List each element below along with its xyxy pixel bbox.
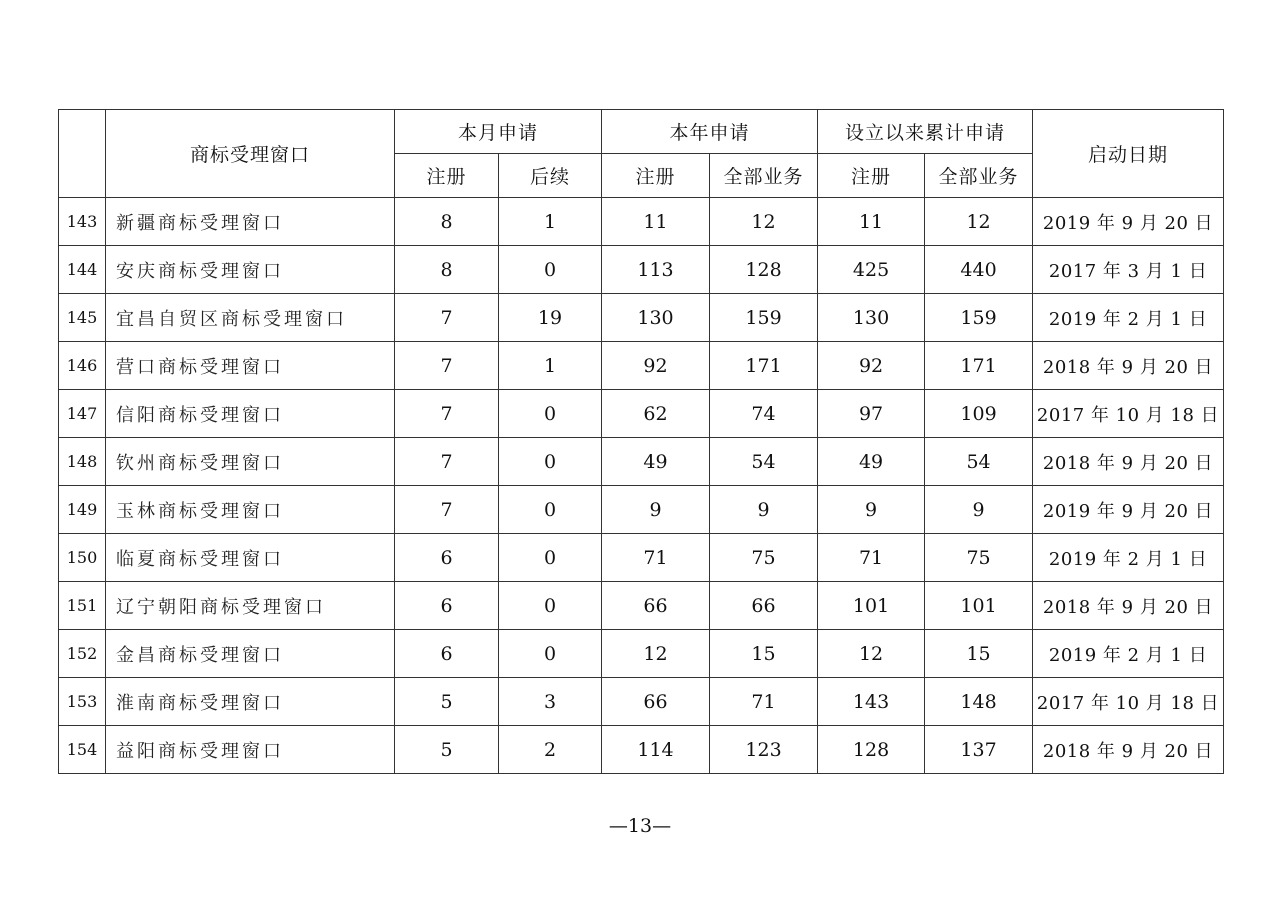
row-month-register: 8 — [395, 198, 499, 246]
row-start-date: 2019 年 2 月 1 日 — [1033, 534, 1224, 582]
row-year-all: 75 — [710, 534, 818, 582]
row-total-all: 137 — [925, 726, 1033, 774]
row-year-register: 66 — [602, 582, 710, 630]
row-window-name: 临夏商标受理窗口 — [106, 534, 395, 582]
row-month-follow: 0 — [499, 486, 602, 534]
row-total-all: 75 — [925, 534, 1033, 582]
row-year-register: 71 — [602, 534, 710, 582]
row-month-follow: 3 — [499, 678, 602, 726]
row-start-date: 2018 年 9 月 20 日 — [1033, 438, 1224, 486]
row-total-all: 440 — [925, 246, 1033, 294]
row-start-date: 2018 年 9 月 20 日 — [1033, 582, 1224, 630]
row-month-register: 7 — [395, 486, 499, 534]
row-month-register: 6 — [395, 630, 499, 678]
row-index: 149 — [59, 486, 106, 534]
row-year-all: 171 — [710, 342, 818, 390]
row-index: 151 — [59, 582, 106, 630]
header-index — [59, 110, 106, 198]
row-start-date: 2018 年 9 月 20 日 — [1033, 726, 1224, 774]
table-row — [59, 294, 1224, 342]
header-year-register: 注册 — [602, 154, 710, 198]
row-month-follow: 0 — [499, 390, 602, 438]
row-index: 144 — [59, 246, 106, 294]
page-number: —13— — [608, 815, 672, 837]
row-year-register: 113 — [602, 246, 710, 294]
row-start-date: 2018 年 9 月 20 日 — [1033, 342, 1224, 390]
row-total-all: 12 — [925, 198, 1033, 246]
row-total-all: 148 — [925, 678, 1033, 726]
row-month-register: 7 — [395, 390, 499, 438]
header-month-register: 注册 — [395, 154, 499, 198]
row-total-register: 92 — [818, 342, 925, 390]
table-body — [59, 198, 1224, 774]
row-total-register: 425 — [818, 246, 925, 294]
row-index: 153 — [59, 678, 106, 726]
row-month-follow: 0 — [499, 534, 602, 582]
row-year-all: 128 — [710, 246, 818, 294]
row-start-date: 2019 年 2 月 1 日 — [1033, 630, 1224, 678]
row-year-all: 159 — [710, 294, 818, 342]
row-total-register: 71 — [818, 534, 925, 582]
header-total-group: 设立以来累计申请 — [818, 110, 1033, 154]
row-start-date: 2019 年 9 月 20 日 — [1033, 198, 1224, 246]
row-total-register: 130 — [818, 294, 925, 342]
row-start-date: 2017 年 10 月 18 日 — [1033, 678, 1224, 726]
row-year-all: 54 — [710, 438, 818, 486]
row-month-follow: 0 — [499, 582, 602, 630]
table-row — [59, 534, 1224, 582]
row-year-register: 66 — [602, 678, 710, 726]
row-year-all: 123 — [710, 726, 818, 774]
row-year-all: 12 — [710, 198, 818, 246]
table-row — [59, 486, 1224, 534]
row-month-follow: 1 — [499, 342, 602, 390]
row-total-register: 9 — [818, 486, 925, 534]
row-start-date: 2019 年 9 月 20 日 — [1033, 486, 1224, 534]
table-header — [59, 110, 1224, 198]
row-month-register: 6 — [395, 582, 499, 630]
row-year-register: 92 — [602, 342, 710, 390]
row-index: 154 — [59, 726, 106, 774]
row-index: 147 — [59, 390, 106, 438]
row-total-all: 159 — [925, 294, 1033, 342]
row-index: 145 — [59, 294, 106, 342]
row-month-follow: 2 — [499, 726, 602, 774]
row-total-all: 101 — [925, 582, 1033, 630]
row-year-register: 11 — [602, 198, 710, 246]
row-year-all: 9 — [710, 486, 818, 534]
row-total-all: 171 — [925, 342, 1033, 390]
header-year-all: 全部业务 — [710, 154, 818, 198]
table-row — [59, 582, 1224, 630]
trademark-window-table — [58, 109, 1224, 774]
row-month-follow: 0 — [499, 630, 602, 678]
row-total-register: 143 — [818, 678, 925, 726]
row-year-register: 62 — [602, 390, 710, 438]
row-window-name: 信阳商标受理窗口 — [106, 390, 395, 438]
row-month-register: 7 — [395, 438, 499, 486]
row-window-name: 宜昌自贸区商标受理窗口 — [106, 294, 395, 342]
row-window-name: 玉林商标受理窗口 — [106, 486, 395, 534]
table-row — [59, 726, 1224, 774]
header-month-group: 本月申请 — [395, 110, 602, 154]
row-month-follow: 1 — [499, 198, 602, 246]
row-year-all: 66 — [710, 582, 818, 630]
header-total-register: 注册 — [818, 154, 925, 198]
row-index: 152 — [59, 630, 106, 678]
row-month-register: 7 — [395, 294, 499, 342]
row-month-follow: 0 — [499, 438, 602, 486]
row-window-name: 益阳商标受理窗口 — [106, 726, 395, 774]
header-start-date: 启动日期 — [1033, 110, 1224, 198]
row-year-register: 130 — [602, 294, 710, 342]
row-month-register: 8 — [395, 246, 499, 294]
row-index: 150 — [59, 534, 106, 582]
row-window-name: 淮南商标受理窗口 — [106, 678, 395, 726]
row-total-all: 9 — [925, 486, 1033, 534]
row-month-register: 6 — [395, 534, 499, 582]
header-window-name: 商标受理窗口 — [106, 110, 395, 198]
table-row — [59, 438, 1224, 486]
row-total-register: 11 — [818, 198, 925, 246]
row-window-name: 新疆商标受理窗口 — [106, 198, 395, 246]
table-row — [59, 246, 1224, 294]
row-index: 146 — [59, 342, 106, 390]
row-year-all: 74 — [710, 390, 818, 438]
row-total-all: 109 — [925, 390, 1033, 438]
table-row — [59, 678, 1224, 726]
row-total-all: 15 — [925, 630, 1033, 678]
row-year-register: 12 — [602, 630, 710, 678]
row-month-register: 5 — [395, 726, 499, 774]
row-month-follow: 19 — [499, 294, 602, 342]
row-total-register: 128 — [818, 726, 925, 774]
row-total-register: 97 — [818, 390, 925, 438]
row-total-register: 12 — [818, 630, 925, 678]
row-total-all: 54 — [925, 438, 1033, 486]
row-total-register: 101 — [818, 582, 925, 630]
header-month-follow: 后续 — [499, 154, 602, 198]
table-row — [59, 198, 1224, 246]
row-year-register: 49 — [602, 438, 710, 486]
row-index: 143 — [59, 198, 106, 246]
row-month-register: 5 — [395, 678, 499, 726]
row-start-date: 2019 年 2 月 1 日 — [1033, 294, 1224, 342]
row-start-date: 2017 年 10 月 18 日 — [1033, 390, 1224, 438]
row-window-name: 营口商标受理窗口 — [106, 342, 395, 390]
row-start-date: 2017 年 3 月 1 日 — [1033, 246, 1224, 294]
row-total-register: 49 — [818, 438, 925, 486]
row-window-name: 辽宁朝阳商标受理窗口 — [106, 582, 395, 630]
row-month-follow: 0 — [499, 246, 602, 294]
table-row — [59, 630, 1224, 678]
row-month-register: 7 — [395, 342, 499, 390]
row-year-register: 114 — [602, 726, 710, 774]
row-window-name: 钦州商标受理窗口 — [106, 438, 395, 486]
row-window-name: 安庆商标受理窗口 — [106, 246, 395, 294]
row-window-name: 金昌商标受理窗口 — [106, 630, 395, 678]
header-total-all: 全部业务 — [925, 154, 1033, 198]
table-row — [59, 342, 1224, 390]
table-row — [59, 390, 1224, 438]
row-year-register: 9 — [602, 486, 710, 534]
row-year-all: 15 — [710, 630, 818, 678]
row-index: 148 — [59, 438, 106, 486]
header-year-group: 本年申请 — [602, 110, 818, 154]
row-year-all: 71 — [710, 678, 818, 726]
